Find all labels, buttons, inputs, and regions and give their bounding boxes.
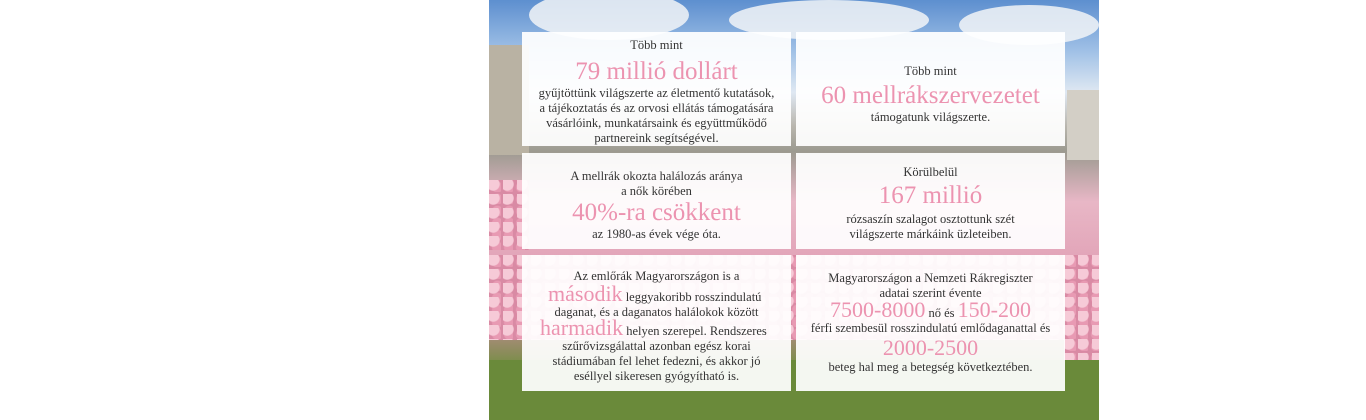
card-line: nő és bbox=[928, 306, 955, 320]
card-highlight: második bbox=[548, 281, 623, 306]
card-line: gyűjtöttünk világszerte az életmentő kutatások, bbox=[538, 86, 775, 100]
card-highlight: 7500-8000 bbox=[830, 297, 926, 322]
card-pre-text: Több mint bbox=[904, 64, 957, 78]
card-pre-text: Több mint bbox=[630, 38, 683, 52]
card-line: partnereink segítségével. bbox=[594, 131, 719, 145]
card-line: Az emlőrák Magyarországon is a bbox=[573, 269, 740, 283]
card-line: szűrővizsgálattal azonban egész korai bbox=[562, 339, 751, 353]
card-post-text: az 1980-as évek vége óta. bbox=[592, 227, 721, 241]
card-highlight: 79 millió dollárt bbox=[575, 58, 738, 85]
card-line-with-highlight bbox=[522, 315, 791, 340]
card-line: leggyakoribb rosszindulatú bbox=[625, 290, 762, 304]
card-line: Magyarországon a Nemzeti Rákregiszter bbox=[828, 271, 1033, 285]
card-line: stádiumában fel lehet fedezni, és akkor jó bbox=[552, 354, 761, 368]
card-line: A mellrák okozta halálozás aránya bbox=[570, 169, 743, 183]
card-highlight: 167 millió bbox=[878, 182, 983, 209]
card-line: beteg hal meg a betegség következtében. bbox=[828, 360, 1033, 374]
card-line: vásárlóink, munkatársaink és együttműködő bbox=[546, 116, 767, 130]
card-highlight: 60 mellrákszervezetet bbox=[821, 82, 1040, 109]
card-line: a nők körében bbox=[621, 184, 692, 198]
card-highlight: 150-200 bbox=[957, 297, 1031, 322]
card-highlight: harmadik bbox=[540, 315, 624, 340]
card-line: adatai szerint évente bbox=[879, 286, 982, 300]
card-line: helyen szerepel. Rendszeres bbox=[626, 324, 767, 338]
card-highlight: 40%-ra csökkent bbox=[572, 199, 741, 226]
card-line-with-highlight bbox=[796, 297, 1065, 322]
stat-card-hungary-registry bbox=[796, 255, 1065, 391]
card-line: a tájékoztatás és az orvosi ellátás támogatására bbox=[539, 101, 774, 115]
card-line-with-highlight bbox=[522, 281, 791, 306]
card-line: világszerte márkáink üzleteiben. bbox=[849, 227, 1012, 241]
card-line: férfi szembesül rosszindulatú emlődaganattal és bbox=[810, 321, 1051, 335]
stat-card-hungary-ranking bbox=[522, 255, 791, 391]
stat-card-donations bbox=[522, 32, 791, 146]
card-line: rózsaszín szalagot osztottunk szét bbox=[846, 212, 1015, 226]
card-line: daganat, és a daganatos halálokok között bbox=[554, 305, 759, 319]
stat-card-ribbons bbox=[796, 153, 1065, 249]
stat-card-mortality bbox=[522, 153, 791, 249]
card-highlight: 2000-2500 bbox=[882, 335, 979, 360]
stat-card-organizations bbox=[796, 32, 1065, 146]
card-pre-text: Körülbelül bbox=[903, 165, 958, 179]
card-line: eséllyel sikeresen gyógyítható is. bbox=[573, 369, 740, 383]
card-post-text: támogatunk világszerte. bbox=[870, 110, 991, 124]
